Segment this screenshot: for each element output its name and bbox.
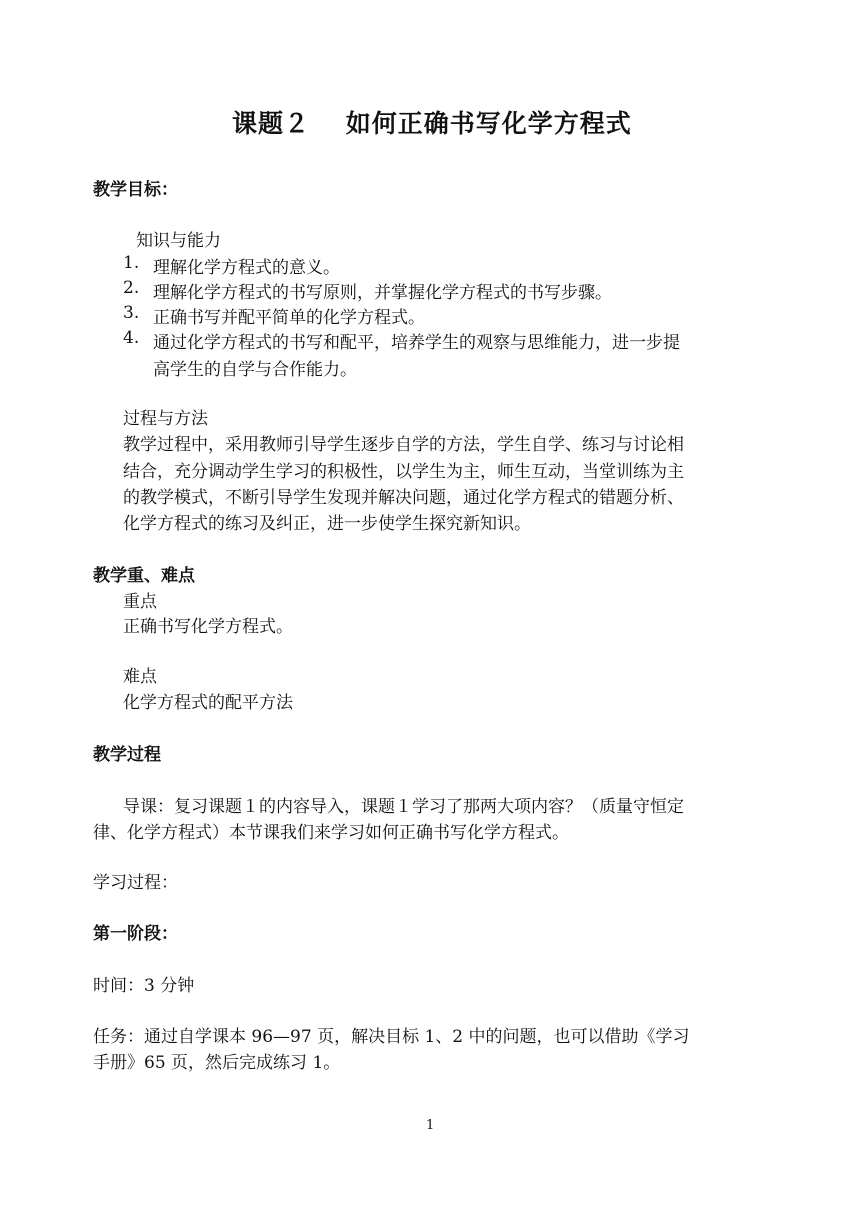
process-label: 过程与方法: [123, 409, 208, 429]
keypoints-heading: 教学重、难点: [93, 566, 195, 586]
process-heading: 教学过程: [93, 745, 161, 765]
page-title: 课题２ 如何正确书写化学方程式: [232, 109, 632, 138]
stage-heading: 第一阶段：: [93, 924, 178, 944]
list-item: 正确书写并配平简单的化学方程式。: [153, 308, 425, 328]
difficult-text: 化学方程式的配平方法: [123, 693, 293, 713]
paragraph-line: 的教学模式，不断引导学生发现并解决问题，通过化学方程式的错题分析、: [123, 488, 684, 508]
key-text: 正确书写化学方程式。: [123, 617, 293, 637]
paragraph-line: 结合，充分调动学生学习的积极性，以学生为主，师生互动，当堂训练为主: [123, 462, 684, 482]
list-item: 理解化学方程式的书写原则，并掌握化学方程式的书写步骤。: [153, 283, 612, 303]
list-item: 通过化学方程式的书写和配平，培养学生的观察与思维能力，进一步提: [153, 333, 680, 353]
list-item-number: 3.: [123, 303, 140, 323]
list-item-number: 2.: [123, 278, 140, 298]
time-text: 时间：3 分钟: [93, 976, 195, 996]
paragraph-line: 化学方程式的练习及纠正，进一步使学生探究新知识。: [123, 514, 531, 534]
difficult-label: 难点: [123, 667, 157, 687]
knowledge-label: 知识与能力: [136, 231, 221, 251]
list-item-number: 4.: [123, 328, 140, 348]
objectives-heading: 教学目标：: [93, 180, 178, 200]
learning-label: 学习过程：: [93, 873, 178, 893]
paragraph-line: 教学过程中，采用教师引导学生逐步自学的方法，学生自学、练习与讨论相: [123, 435, 684, 455]
intro-line: 律、化学方程式）本节课我们来学习如何正确书写化学方程式。: [93, 823, 569, 843]
list-item: 理解化学方程式的意义。: [153, 258, 340, 278]
task-line: 手册》65 页，然后完成练习 1。: [93, 1053, 341, 1073]
page-number: 1: [426, 1118, 435, 1133]
list-item-number: 1.: [123, 253, 140, 273]
key-label: 重点: [123, 592, 157, 612]
task-line: 任务：通过自学课本 96—97 页，解决目标 1、2 中的问题，也可以借助《学习: [93, 1027, 690, 1047]
intro-line: 导课：复习课题１的内容导入，课题１学习了那两大项内容？（质量守恒定: [123, 797, 684, 817]
list-item-continuation: 高学生的自学与合作能力。: [153, 360, 357, 380]
